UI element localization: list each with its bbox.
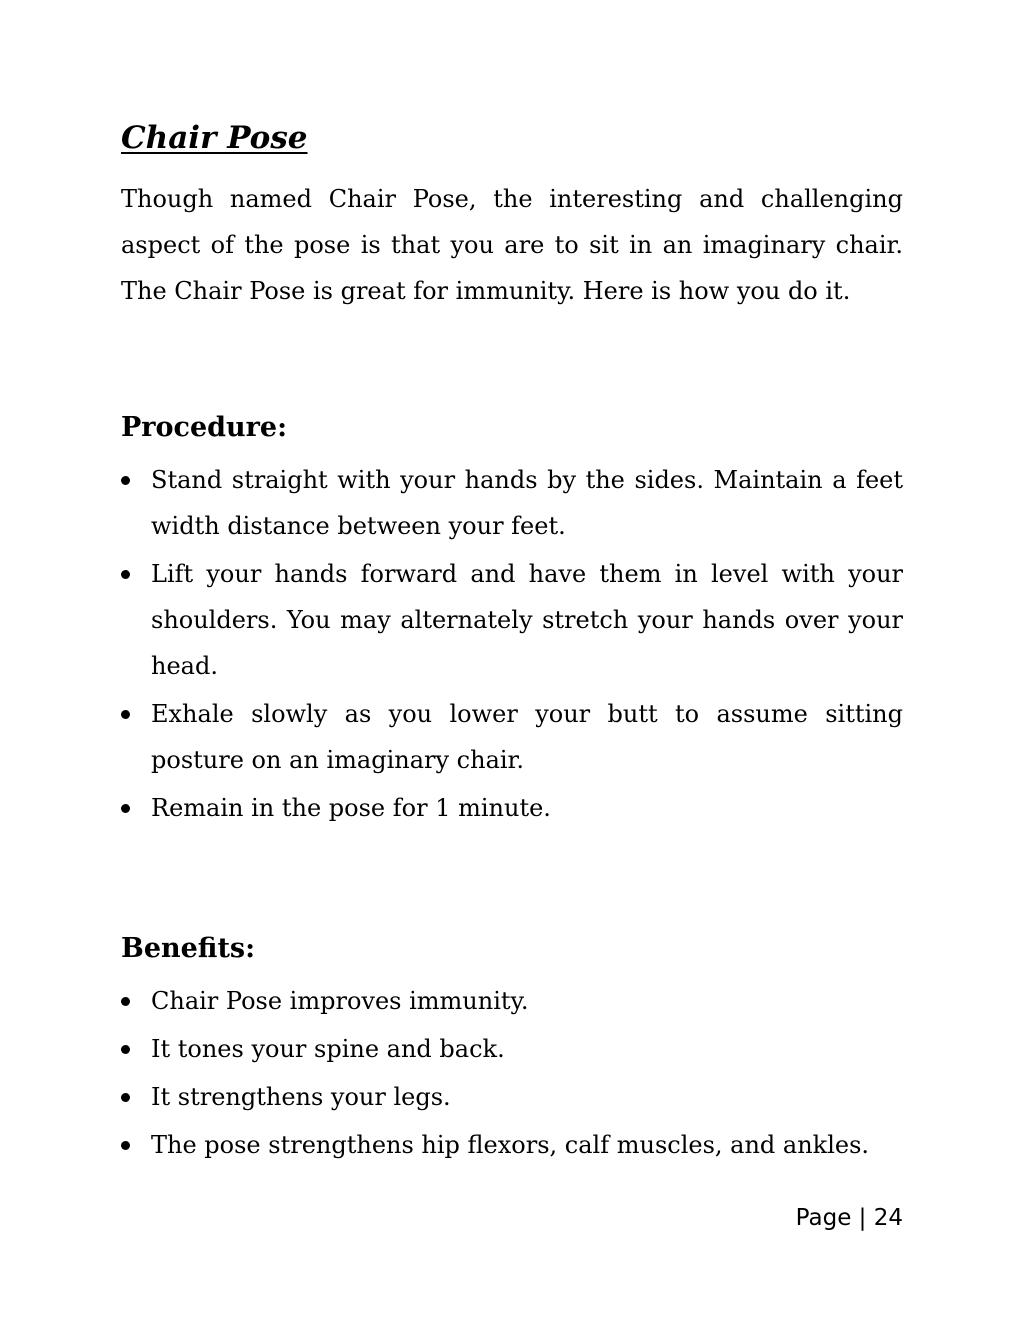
list-item-text: Remain in the pose for 1 minute.	[151, 794, 551, 822]
page-number: Page | 24	[795, 1205, 903, 1231]
list-item-text: It tones your spine and back.	[151, 1035, 505, 1063]
list-item	[121, 691, 903, 783]
benefits-heading: Benefits:	[121, 933, 256, 964]
bullet-icon	[121, 1141, 130, 1150]
bullet-icon	[121, 997, 130, 1006]
bullet-icon	[121, 570, 130, 579]
bullet-icon	[121, 476, 130, 485]
list-item	[121, 551, 903, 689]
bullet-icon	[121, 1093, 130, 1102]
list-item-text: Chair Pose improves immunity.	[151, 987, 529, 1015]
list-item	[121, 978, 903, 1024]
list-item-text: Exhale slowly as you lower your butt to assume sitting posture on an imaginary chair.	[151, 700, 903, 774]
list-item	[121, 457, 903, 549]
list-item	[121, 1074, 903, 1120]
bullet-icon	[121, 1045, 130, 1054]
list-item	[121, 1122, 903, 1168]
list-item-text: The pose strengthens hip flexors, calf muscles, and ankles.	[151, 1131, 870, 1159]
list-item	[121, 1026, 903, 1072]
benefits-list	[121, 978, 903, 1168]
bullet-icon	[121, 804, 130, 813]
list-item-text: Lift your hands forward and have them in level with your shoulders. You may alternately stretch your hands over your head.	[151, 560, 903, 680]
procedure-list	[121, 457, 903, 831]
list-item-text: Stand straight with your hands by the sides. Maintain a feet width distance between your feet.	[151, 466, 903, 540]
list-item	[121, 785, 903, 831]
list-item-text: It strengthens your legs.	[151, 1083, 451, 1111]
procedure-heading: Procedure:	[121, 412, 288, 443]
intro-paragraph: Though named Chair Pose, the interesting and challenging aspect of the pose is that you are to sit in an imaginary chair. The Chair Pose is great for immunity. Here is how you do it.	[121, 185, 903, 305]
document-page	[121, 116, 903, 1170]
page-title: Chair Pose	[121, 120, 308, 156]
bullet-icon	[121, 710, 130, 719]
